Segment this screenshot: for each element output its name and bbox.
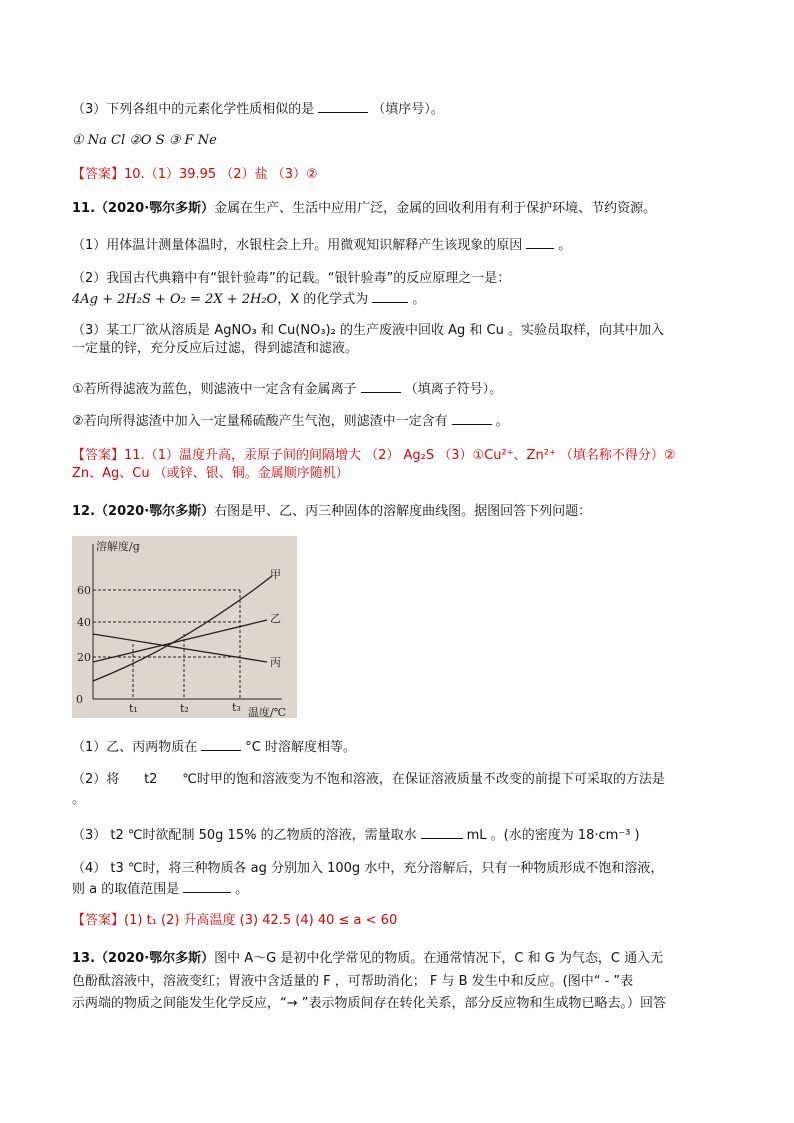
y-tick: 20 — [77, 651, 91, 664]
text: （1）乙、丙两物质在 — [72, 740, 198, 755]
text: （填序号）。 — [372, 102, 444, 117]
text: ①若所得滤液为蓝色，则滤液中一定含有金属离子 — [72, 382, 357, 397]
solubility-curve-figure — [72, 536, 297, 718]
answer-blank — [372, 290, 408, 303]
q10-options: ① Na Cl ②O S ③ F Ne — [72, 133, 217, 148]
text: （1）用体温计测量体温时，水银柱会上升。用微观知识解释产生该现象的原因 — [72, 238, 523, 253]
x-tick: t₁ — [129, 702, 138, 715]
q11-stem — [72, 201, 656, 217]
q12-stem — [72, 504, 591, 520]
answer-blank — [318, 100, 368, 113]
text: （3） t2 ℃时欲配制 50g 15% 的乙物质的溶液，需量取水 — [72, 828, 417, 843]
x-tick: t₂ — [180, 702, 189, 715]
answer-blank — [526, 236, 554, 249]
question-header: 11.（2020·鄂尔多斯） — [72, 201, 215, 216]
text: °C 时溶解度相等。 — [245, 740, 356, 755]
q12-p4b — [72, 880, 248, 898]
series-label-yi: 乙 — [270, 612, 281, 625]
q12-p1 — [72, 738, 356, 756]
answer-blank — [452, 412, 492, 425]
answer-text: (1) t₁ (2) 升高温度 (3) 42.5 (4) 40 ≤ a < 60 — [124, 913, 398, 928]
q10-answer — [72, 167, 318, 183]
q11-answer-cont: Zn、Ag、Cu （或锌、银、铜。金属顺序随机） — [72, 466, 349, 481]
q11-p3b: 一定量的锌，充分反应后过滤，得到滤渣和滤液。 — [72, 341, 359, 356]
q11-s1 — [72, 380, 502, 398]
series-label-bing: 丙 — [270, 656, 281, 669]
y-axis-label: 溶解度/g — [96, 540, 140, 553]
q11-p1 — [72, 236, 571, 254]
x-tick: t₃ — [232, 701, 241, 714]
q11-s2 — [72, 412, 509, 430]
text: 则 a 的取值范围是 — [72, 882, 180, 897]
answer-text: 10.（1）39.95 （2）盐 （3）② — [124, 167, 318, 182]
q11-answer — [72, 448, 676, 464]
question-header: 13.（2020·鄂尔多斯） — [72, 951, 215, 966]
y-tick: 0 — [76, 693, 83, 706]
q11-p2-eq — [72, 290, 425, 308]
q12-p2-end: 。 — [72, 792, 86, 807]
text: （填离子符号）。 — [404, 382, 503, 397]
answer-label: 【答案】 — [72, 167, 125, 182]
text: 图中 A～G 是初中化学常见的物质。在通常情况下，C 和 G 为气态，C 通入无 — [214, 951, 664, 966]
question-header: 12.（2020·鄂尔多斯） — [72, 504, 215, 519]
q10-part3 — [72, 100, 444, 118]
answer-blank — [183, 880, 231, 893]
answer-blank — [361, 380, 401, 393]
answer-text: 11.（1）温度升高，汞原子间的间隔增大 （2） Ag₂S （3）①Cu²⁺、Zn²⁺ （填名称不得分）② — [124, 448, 676, 463]
q13-l2: 色酚酞溶液中，溶液变红；胃液中含适量的 F ，可帮助消化； F 与 B 发生中和反应。(图中“ - ”表 — [72, 974, 634, 989]
q11-p3a: （3）某工厂欲从溶质是 AgNO₃ 和 Cu(NO₃)₂ 的生产废液中回收 Ag 和 Cu 。实验员取样，向其中加入 — [72, 323, 664, 338]
q13-l1 — [72, 951, 663, 967]
answer-blank — [201, 738, 241, 751]
q12-p3 — [72, 826, 640, 844]
text: 。 — [235, 882, 249, 897]
q12-p4a: （4） t3 ℃时，将三种物质各 ag 分别加入 100g 水中，充分溶解后，只有一种物质形成不饱和溶液， — [72, 861, 664, 876]
text: 金属在生产、生活中应用广泛，金属的回收利用有利于保护环境、节约资源。 — [214, 201, 657, 216]
text: 右图是甲、乙、丙三种固体的溶解度曲线图。据图回答下列问题： — [214, 504, 592, 519]
text: ，X 的化学式为 — [277, 292, 369, 307]
text: mL 。(水的密度为 18·cm⁻³ ) — [466, 828, 640, 843]
q12-answer — [72, 913, 397, 929]
answer-blank — [421, 826, 463, 839]
q12-p2: （2）将 t2 ℃时甲的饱和溶液变为不饱和溶液，在保证溶液质量不改变的前提下可采取的方法是 — [72, 772, 665, 787]
text: 。 — [495, 414, 509, 429]
q13-l3: 示两端的物质之间能发生化学反应，“→ ”表示物质间存在转化关系，部分反应物和生成物已略去。）回答 — [72, 996, 666, 1011]
x-axis-label: 温度/℃ — [248, 706, 287, 718]
series-label-jia: 甲 — [270, 568, 281, 581]
text: 。 — [558, 238, 572, 253]
text: （3）下列各组中的元素化学性质相似的是 — [72, 102, 315, 117]
text: ②若向所得滤渣中加入一定量稀硫酸产生气泡，则滤渣中一定含有 — [72, 414, 448, 429]
equation: 4Ag + 2H₂S + O₂ = 2X + 2H₂O — [72, 292, 278, 307]
q11-p2: （2）我国古代典籍中有“银针验毒”的记载。“银针验毒”的反应原理之一是： — [72, 271, 511, 286]
y-tick: 40 — [77, 616, 91, 629]
y-tick: 60 — [77, 584, 91, 597]
text: 。 — [412, 292, 426, 307]
answer-label: 【答案】 — [72, 448, 125, 463]
answer-label: 【答案】 — [72, 913, 125, 928]
